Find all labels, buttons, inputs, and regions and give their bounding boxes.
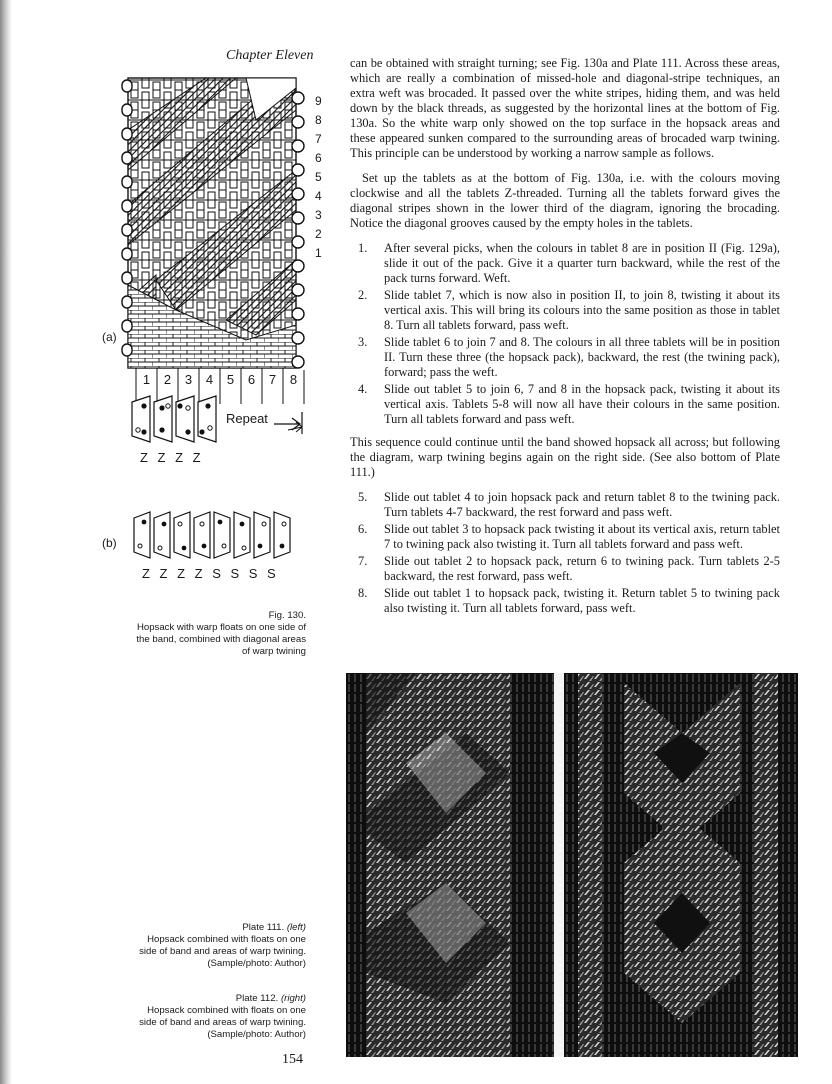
caption-line: Hopsack with warp floats on one side of — [136, 622, 306, 633]
repeat-label: Repeat — [226, 411, 268, 426]
step-number: 6. — [358, 522, 368, 536]
row-number: 2 — [315, 227, 322, 241]
page-binding-edge — [0, 0, 12, 1084]
step-number: 2. — [358, 288, 368, 302]
repeat-arrow-icon — [272, 410, 308, 436]
plate-112-photo — [564, 673, 798, 1057]
steps-list-second — [350, 490, 780, 616]
step-item — [350, 586, 780, 616]
steps-list-first — [350, 241, 780, 427]
caption-line: side of band and areas of warp twining. — [139, 1017, 306, 1028]
step-item — [350, 288, 780, 333]
tablet-number: 3 — [184, 372, 193, 387]
plate-112-title: Plate 112. — [235, 993, 281, 1004]
row-number-column — [315, 92, 322, 263]
tablet-number: 1 — [142, 372, 151, 387]
tablet-numbers — [136, 372, 344, 387]
row-number: 4 — [315, 189, 322, 203]
threading-direction-b: Z Z Z Z S S S S — [142, 566, 277, 581]
step-item — [350, 522, 780, 552]
figure-label-a: (a) — [102, 330, 117, 344]
tablet-number: 2 — [163, 372, 172, 387]
step-number: 8. — [358, 586, 368, 600]
plate-111-photo — [346, 673, 554, 1057]
plate-112-image — [564, 673, 798, 1057]
tablet-number: 5 — [226, 372, 235, 387]
caption-line: (Sample/photo: Author) — [207, 1029, 306, 1040]
caption-line: side of band and areas of warp twining. — [139, 946, 306, 957]
step-number: 3. — [358, 335, 368, 349]
caption-line: Hopsack combined with floats on one — [147, 934, 306, 945]
caption-line: of warp twining — [242, 646, 306, 657]
step-item — [350, 490, 780, 520]
setup-paragraph: Set up the tablets as at the bottom of Fig. 130a, i.e. with the colours moving clockwise and all the tablets Z-threaded. Turning all the tablets forward gives the diagonal stripes shown in the lower third of the diagram, ignoring the brocading. Notice the diagonal grooves caused by the empty holes in the tablets. — [350, 171, 780, 230]
step-item — [350, 335, 780, 380]
step-number: 1. — [358, 241, 368, 255]
step-text: Slide out tablet 4 to join hopsack pack and return tablet 8 to the twining pack. Turn tablets 4-7 backward, the rest forward and pass weft. — [384, 490, 780, 519]
figure-label-b: (b) — [102, 536, 117, 550]
row-number: 9 — [315, 94, 322, 108]
page-number: 154 — [282, 1052, 303, 1067]
step-text: Slide out tablet 1 to hopsack pack, twisting it. Return tablet 5 to twining pack also twisting it. Turn all tablets forward, pass weft. — [384, 586, 780, 615]
tablet-number: 8 — [289, 372, 298, 387]
row-number: 6 — [315, 151, 322, 165]
plate-111-title: Plate 111. — [242, 922, 287, 933]
row-number: 8 — [315, 113, 322, 127]
step-number: 7. — [358, 554, 368, 568]
row-number: 7 — [315, 132, 322, 146]
plate-112-position: (right) — [280, 993, 306, 1004]
plate-112-caption — [96, 993, 306, 1041]
step-text: Slide out tablet 3 to hopsack pack twisting it about its vertical axis, return tablet 7 to twining pack also twisting it. Turn all tablets forward and pass weft. — [384, 522, 780, 551]
plate-gap — [554, 673, 564, 1057]
step-text: Slide tablet 7, which is now also in position II, to join 8, twisting it about its vertical axis. This will bring its colours into the same position as those in tablet 8. Turn all tablets forward, pass weft. — [384, 288, 780, 332]
caption-line: the band, combined with diagonal areas — [136, 634, 306, 645]
step-item — [350, 382, 780, 427]
caption-line: Hopsack combined with floats on one — [147, 1005, 306, 1016]
middle-paragraph: This sequence could continue until the band showed hopsack all across; but following the diagram, warp twining begins again on the right side. (See also bottom of Plate 111.) — [350, 435, 780, 479]
tablet-number: 7 — [268, 372, 277, 387]
tablet-threading-b — [132, 510, 298, 562]
step-text: Slide out tablet 2 to hopsack pack, return 6 to twining pack. Turn tablets 2-5 backward, the rest forward, pass weft. — [384, 554, 780, 583]
plate-111-position: (left) — [286, 922, 306, 933]
row-number: 3 — [315, 208, 322, 222]
tablet-number: 4 — [205, 372, 214, 387]
step-text: Slide tablet 6 to join 7 and 8. The colours in all three tablets will be in position II. Turn these three (the hopsack pack), backward, the rest (the twining pack), forward; pass the weft. — [384, 335, 780, 379]
caption-line: (Sample/photo: Author) — [207, 958, 306, 969]
row-number: 1 — [315, 246, 322, 260]
step-text: Slide out tablet 5 to join 6, 7 and 8 in the hopsack pack, twisting it about its vertical axis. Tablets 5-8 will now all have their colours in the same position. Turn all tablets forward and pass weft. — [384, 382, 780, 426]
intro-paragraph: can be obtained with straight turning; see Fig. 130a and Plate 111. Across these areas, which are really a combination of missed-hole and diagonal-stripe techniques, an extra weft was brocaded. It passed over the white stripes, hiding them, and was held down by the black threads, as suggested by the horizontal lines at the bottom of Fig. 130a. So the white warp only showed on the top surface in the hopsack areas and these appeared sunken compared to the surrounding areas of brocaded warp twining. This principle can be understood by working a narrow sample as follows. — [350, 56, 780, 160]
step-number: 5. — [358, 490, 368, 504]
running-header: Chapter Eleven — [226, 48, 314, 63]
row-number: 5 — [315, 170, 322, 184]
caption-title: Fig. 130. — [268, 610, 306, 621]
plate-111-image — [346, 673, 554, 1057]
body-text-column — [350, 56, 780, 618]
tablet-number: 6 — [247, 372, 256, 387]
figure-130-caption — [96, 610, 306, 658]
step-item — [350, 241, 780, 286]
step-text: After several picks, when the colours in tablet 8 are in position II (Fig. 129a), slide it out of the pack. Give it a quarter turn backward, while the rest of the pack turns forward. Weft. — [384, 241, 780, 285]
plate-111-caption — [96, 922, 306, 970]
tablet-threading-a — [130, 394, 226, 446]
threading-direction-a: Z Z Z Z — [140, 450, 202, 465]
step-item — [350, 554, 780, 584]
step-number: 4. — [358, 382, 368, 396]
